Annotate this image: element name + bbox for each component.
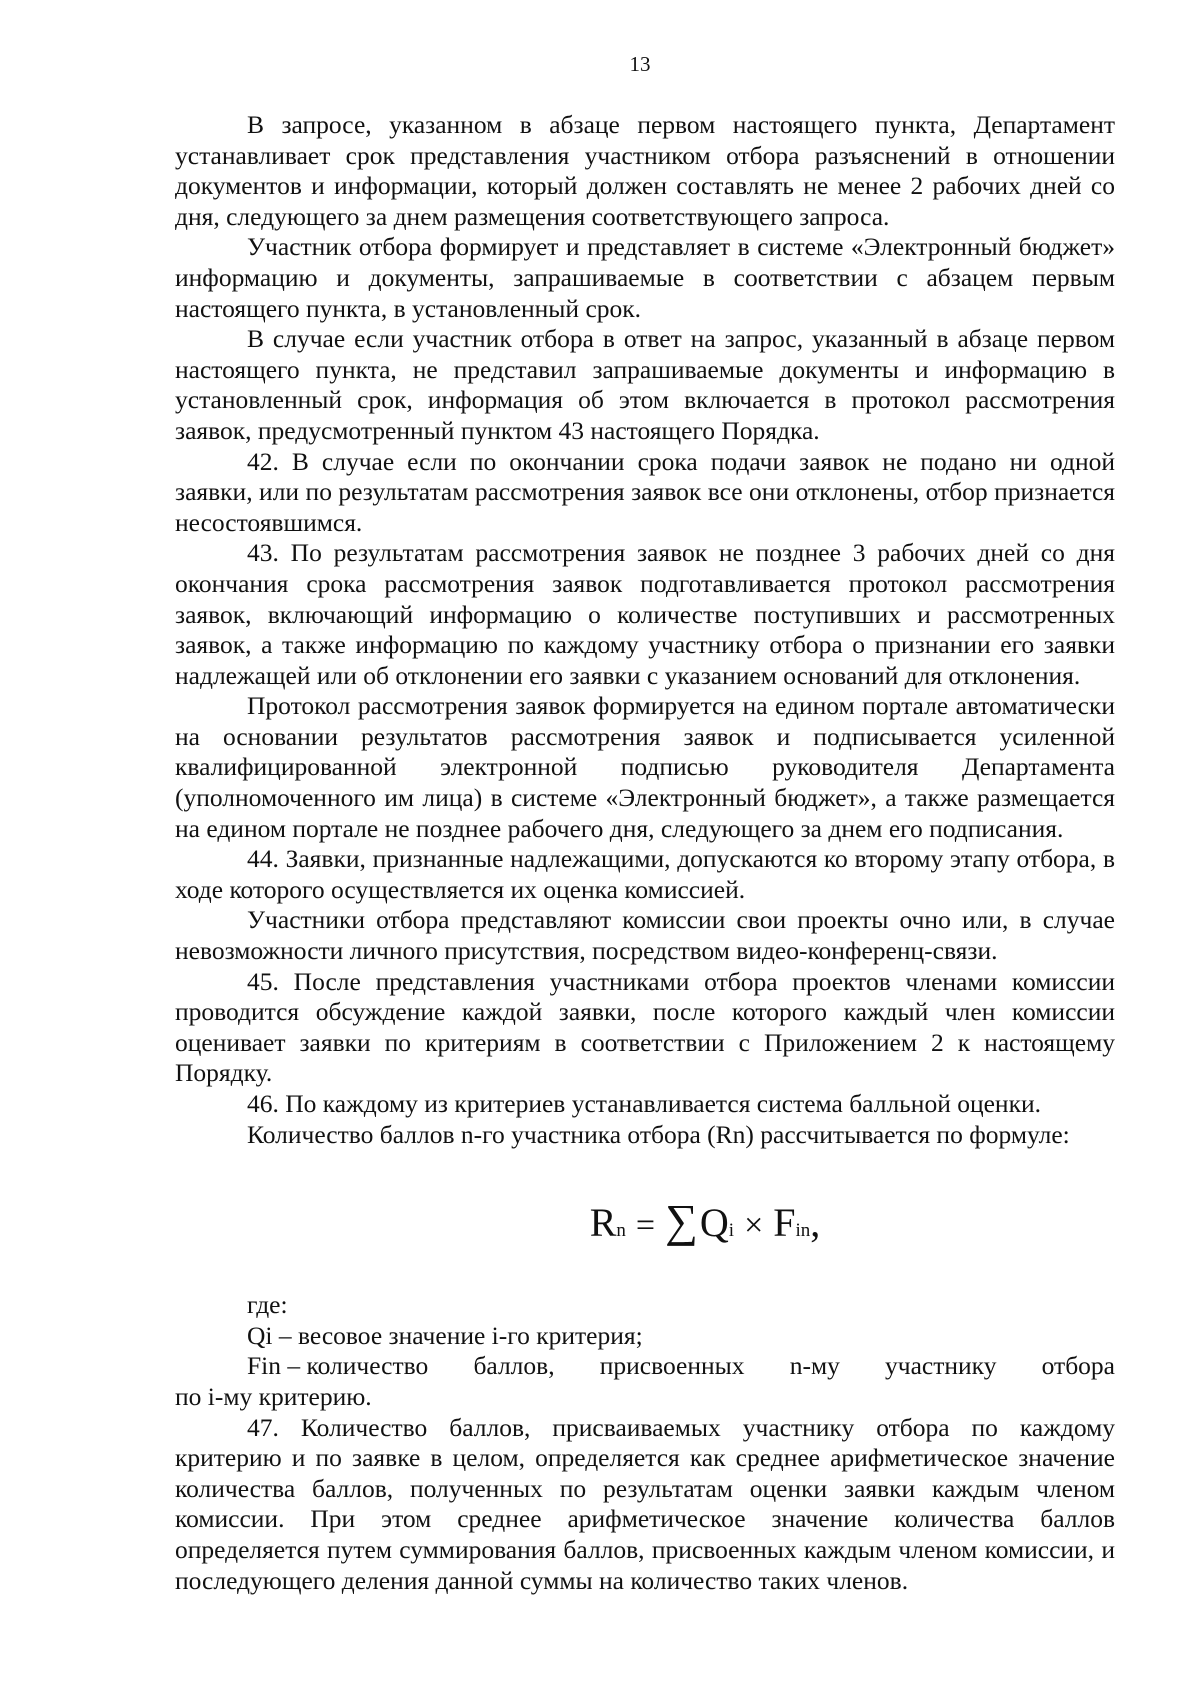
paragraph-42: 42. В случае если по окончании срока подачи заявок не подано ни одной заявки, или по результатам рассмотрения заявок все они отклонены, отбор признается несостоявшимся. bbox=[175, 446, 1115, 537]
score-formula bbox=[295, 1184, 1115, 1258]
definition-qi: Qi – весовое значение i-го критерия; bbox=[247, 1320, 643, 1350]
formula-times: × bbox=[744, 1207, 764, 1245]
formula-f: F bbox=[773, 1200, 796, 1246]
paragraph-43: 43. По результатам рассмотрения заявок не позднее 3 рабочих дней со дня окончания срока рассмотрения заявок подготавливается протокол рассмотрения заявок, включающий информацию о количестве поступивших и рассмотренных заявок, а также информацию по каждому участнику отбора о признании его заявки надлежащей или об отклонении его заявки с указанием оснований для отклонения. bbox=[175, 538, 1115, 690]
formula-f-sub: in bbox=[795, 1220, 811, 1242]
paragraph: Участник отбора формирует и представляет в системе «Электронный бюджет» информацию и документы, запрашиваемые в соответствии с абзацем первым настоящего пункта, в установленный срок. bbox=[175, 232, 1115, 323]
paragraph: Количество баллов n-го участника отбора (Rn) рассчитывается по формуле: bbox=[247, 1119, 1070, 1149]
formula-r: R bbox=[589, 1200, 617, 1246]
definition-fin-word: участнику bbox=[885, 1351, 997, 1381]
paragraph: В случае если участник отбора в ответ на запрос, указанный в абзаце первом настоящего пункта, не представил запрашиваемые документы и информацию в установленный срок, информация об этом включается в протокол рассмотрения заявок, предусмотренный пунктом 43 настоящего Порядка. bbox=[175, 324, 1115, 445]
definition-fin-word: n-му bbox=[789, 1351, 840, 1381]
definition-fin-continuation: по i-му критерию. bbox=[175, 1381, 372, 1411]
formula-q-sub: i bbox=[728, 1220, 735, 1242]
paragraph-45: 45. После представления участниками отбора проектов членами комиссии проводится обсуждение каждой заявки, после которого каждый член комиссии оценивает заявки по критериям в соответствии с Приложением 2 к настоящему Порядку. bbox=[175, 966, 1115, 1088]
paragraph-46: 46. По каждому из критериев устанавливается система балльной оценки. bbox=[247, 1089, 1041, 1118]
formula-r-sub: n bbox=[616, 1220, 626, 1242]
paragraph: В запросе, указанном в абзаце первом настоящего пункта, Департамент устанавливает срок представления участником отбора разъяснений в отношении документов и информации, который должен составлять не менее 2 рабочих дней со дня, следующего за днем размещения соответствующего запроса. bbox=[175, 110, 1115, 231]
definition-fin-word: отбора bbox=[1041, 1351, 1115, 1381]
formula-sum-sign: ∑ bbox=[665, 1195, 698, 1247]
paragraph-47: 47. Количество баллов, присваиваемых участнику отбора по каждому критерию и по заявке в целом, определяется как среднее арифметическое значение количества баллов, полученных по результатам оценки заявки каждым членом комиссии. При этом среднее арифметическое значение количества баллов определяется путем суммирования баллов, присвоенных каждым членом комиссии, и последующего деления данной суммы на количество таких членов. bbox=[175, 1412, 1115, 1595]
formula-tail: , bbox=[810, 1200, 821, 1246]
page-number: 13 bbox=[629, 52, 651, 76]
formula-equals: = bbox=[635, 1207, 656, 1245]
paragraph-44: 44. Заявки, признанные надлежащими, допускаются ко второму этапу отбора, в ходе которого осуществляется их оценка комиссией. bbox=[175, 844, 1115, 904]
document-body bbox=[175, 110, 1115, 1596]
paragraph: Участники отбора представляют комиссии свои проекты очно или, в случае невозможности личного присутствия, посредством видео-конференц-связи. bbox=[175, 905, 1115, 966]
definition-fin-word: Fin – количество bbox=[247, 1351, 429, 1381]
formula-q: Q bbox=[699, 1200, 729, 1246]
definition-fin bbox=[175, 1351, 1115, 1382]
definition-fin-word: присвоенных bbox=[599, 1351, 745, 1381]
where-label: где: bbox=[247, 1290, 288, 1320]
definition-fin-word: баллов, bbox=[473, 1351, 555, 1381]
paragraph: Протокол рассмотрения заявок формируется на едином портале автоматически на основании результатов рассмотрения заявок и подписывается усиленной квалифицированной электронной подписью руководителя Департамента (уполномоченного им лица) в системе «Электронный бюджет», а также размещается на едином портале не позднее рабочего дня, следующего за днем его подписания. bbox=[175, 691, 1115, 843]
